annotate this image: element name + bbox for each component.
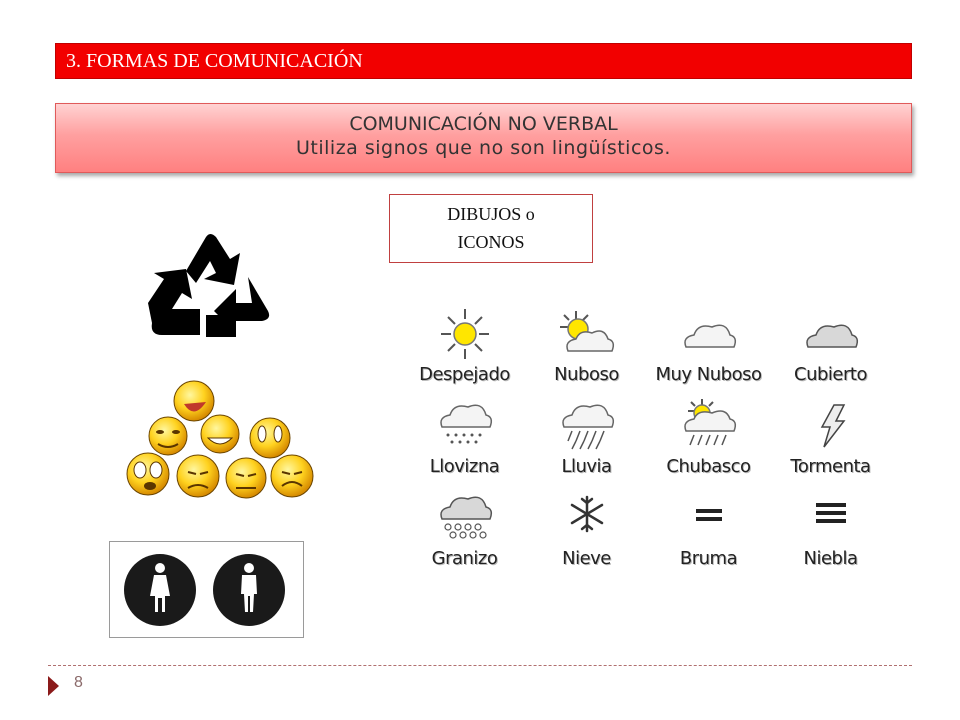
weather-item-bruma — [648, 489, 769, 577]
weather-label: Granizo — [431, 548, 498, 569]
fog-icon — [798, 489, 864, 547]
label-line-1: DIBUJOS o — [447, 204, 535, 224]
weather-label: Bruma — [679, 548, 738, 569]
subtitle-heading: COMUNICACIÓN NO VERBAL — [349, 113, 618, 135]
weather-label: Cubierto — [794, 364, 867, 385]
subtitle-box — [55, 103, 912, 173]
rain-icon — [554, 397, 620, 455]
drawings-icons-label — [389, 194, 593, 263]
weather-item-muy-nuboso — [648, 305, 769, 393]
weather-label: Llovizna — [429, 456, 500, 477]
mist-icon — [676, 489, 742, 547]
weather-label: Chubasco — [666, 456, 751, 477]
weather-item-niebla — [770, 489, 891, 577]
weather-item-cubierto — [770, 305, 891, 393]
weather-item-chubasco — [648, 397, 769, 485]
weather-label: Tormenta — [790, 456, 871, 477]
slide-title: 3. FORMAS DE COMUNICACIÓN — [55, 43, 912, 79]
weather-icon-grid — [404, 305, 890, 575]
weather-item-tormenta — [770, 397, 891, 485]
footer-arrow-icon — [48, 676, 59, 696]
weather-label: Nuboso — [554, 364, 619, 385]
shower-icon — [676, 397, 742, 455]
lightning-icon — [798, 397, 864, 455]
cloud-icon — [676, 305, 742, 363]
sun-cloud-icon — [554, 305, 620, 363]
subtitle-description: Utiliza signos que no son lingüísticos. — [296, 137, 671, 159]
weather-label: Despejado — [419, 364, 510, 385]
weather-item-nuboso — [526, 305, 647, 393]
dark-cloud-icon — [798, 305, 864, 363]
weather-item-granizo — [404, 489, 525, 577]
weather-item-llovizna — [404, 397, 525, 485]
sun-icon — [435, 305, 495, 363]
restroom-signs — [109, 541, 304, 638]
label-line-2: ICONOS — [457, 232, 525, 252]
weather-item-lluvia — [526, 397, 647, 485]
emoticon-group — [122, 376, 320, 516]
footer-divider — [48, 665, 912, 666]
weather-label: Lluvia — [561, 456, 612, 477]
weather-item-nieve — [526, 489, 647, 577]
restroom-symbols — [110, 542, 303, 637]
weather-item-despejado — [404, 305, 525, 393]
weather-label: Nieve — [562, 548, 611, 569]
weather-label: Muy Nuboso — [655, 364, 762, 385]
hail-icon — [432, 489, 498, 547]
snowflake-icon — [554, 489, 620, 547]
page-number: 8 — [74, 674, 83, 691]
recycle-icon — [138, 223, 278, 353]
drizzle-icon — [432, 397, 498, 455]
weather-label: Niebla — [803, 548, 858, 569]
